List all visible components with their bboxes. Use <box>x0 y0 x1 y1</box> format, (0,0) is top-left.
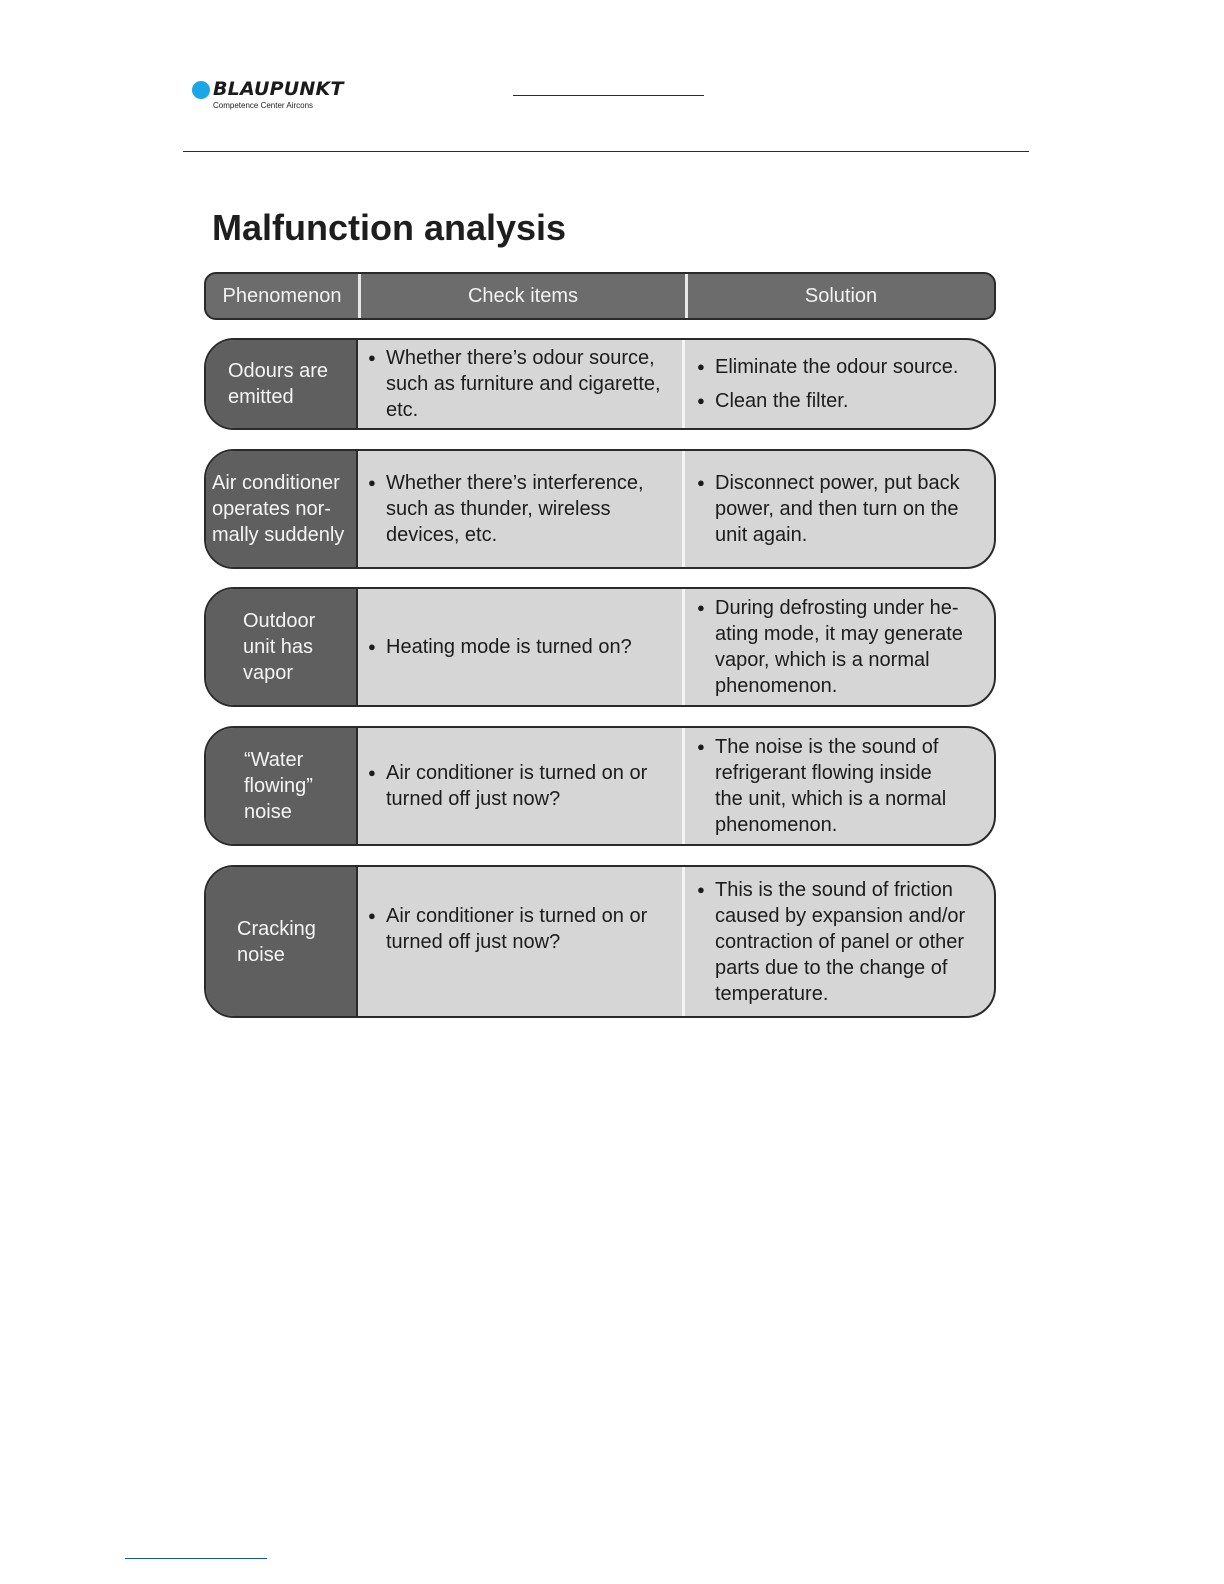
solution-text: Eliminate the odour source. <box>715 356 959 378</box>
phenomenon-text: Outdoor unit has vapor <box>243 610 316 684</box>
solution-cell <box>685 728 994 844</box>
solution-text: Clean the filter. <box>715 390 849 412</box>
check-items-cell <box>358 728 685 844</box>
bullet-icon: ● <box>368 350 376 365</box>
check-item-text: Whether there’s odour source, such as furniture and cigarette, etc. <box>386 347 661 421</box>
table-row <box>204 865 996 1018</box>
list-item <box>368 903 678 955</box>
bullet-icon: ● <box>368 639 376 654</box>
footer-link-underline[interactable] <box>125 1558 267 1559</box>
check-items-cell <box>358 451 685 567</box>
solution-text: Disconnect power, put back power, and then turn on the unit again. <box>715 472 960 546</box>
column-header-solution: Solution <box>685 274 994 318</box>
check-items-cell <box>358 867 685 1016</box>
table-header <box>204 272 996 320</box>
solution-cell <box>685 340 994 428</box>
phenomenon-text: Air conditioner operates nor- mally suddenly <box>212 472 345 546</box>
check-item-text: Air conditioner is turned on or turned off just now? <box>386 905 648 953</box>
brand-name: BLAUPUNKT <box>213 78 344 100</box>
phenomenon-text: Cracking noise <box>237 917 316 966</box>
check-item-text: Whether there’s interference, such as thunder, wireless devices, etc. <box>386 472 644 546</box>
bullet-icon: ● <box>697 881 705 897</box>
table-row <box>204 587 996 707</box>
phenomenon-text: “Water flowing” noise <box>244 749 313 823</box>
table-row <box>204 449 996 569</box>
bullet-icon: ● <box>697 359 705 374</box>
list-item <box>368 634 678 660</box>
list-item <box>368 470 678 548</box>
list-item <box>697 734 990 838</box>
brand-logo <box>192 78 362 114</box>
table-row <box>204 338 996 430</box>
header-divider <box>183 151 1029 152</box>
solution-cell <box>685 589 994 705</box>
bullet-icon: ● <box>697 739 705 754</box>
list-item <box>697 388 990 414</box>
solution-cell <box>685 867 994 1016</box>
solution-text: During defrosting under he- ating mode, it may generate vapor, which is a normal phenomenon. <box>715 597 963 697</box>
bullet-icon: ● <box>697 600 705 615</box>
column-header-check-items: Check items <box>358 274 685 318</box>
table-row <box>204 726 996 846</box>
check-item-text: Air conditioner is turned on or turned off just now? <box>386 762 648 810</box>
check-items-cell <box>358 589 685 705</box>
list-item <box>368 760 678 812</box>
bullet-icon: ● <box>368 765 376 780</box>
phenomenon-cell <box>206 451 358 567</box>
phenomenon-cell <box>206 728 358 844</box>
solution-text: This is the sound of friction caused by expansion and/or contraction of panel or other parts due to the change of temperature. <box>715 878 966 1005</box>
check-item-text: Heating mode is turned on? <box>386 636 632 658</box>
page-title: Malfunction analysis <box>212 207 567 248</box>
bullet-icon: ● <box>697 393 705 408</box>
brand-subtitle: Competence Center Aircons <box>213 101 314 110</box>
solution-text: The noise is the sound of refrigerant flowing inside the unit, which is a normal phenomenon. <box>715 736 947 836</box>
phenomenon-text: Odours are emitted <box>228 360 329 408</box>
list-item <box>697 595 990 699</box>
header-link-underline[interactable] <box>513 95 704 96</box>
phenomenon-cell <box>206 867 358 1016</box>
list-item <box>697 877 990 1007</box>
list-item <box>697 470 990 548</box>
list-item <box>697 354 990 380</box>
logo-dot-icon <box>192 81 210 99</box>
bullet-icon: ● <box>368 908 376 923</box>
list-item <box>368 345 678 423</box>
phenomenon-cell <box>206 340 358 428</box>
column-header-phenomenon: Phenomenon <box>222 284 342 307</box>
solution-cell <box>685 451 994 567</box>
check-items-cell <box>358 340 685 428</box>
bullet-icon: ● <box>368 475 376 490</box>
bullet-icon: ● <box>697 475 705 490</box>
phenomenon-cell <box>206 589 358 705</box>
